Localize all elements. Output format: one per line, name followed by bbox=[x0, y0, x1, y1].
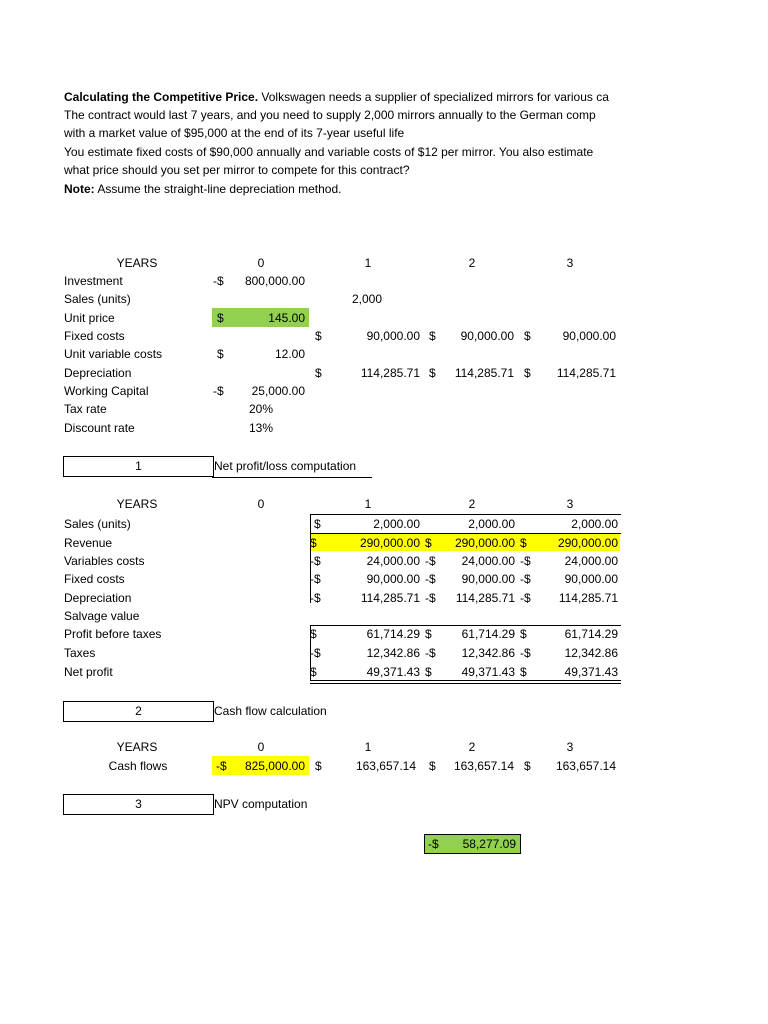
s1-row-currency: -$ bbox=[520, 646, 531, 660]
unit-price-label: Unit price bbox=[64, 311, 115, 325]
section-1-title: Net profit/loss computation bbox=[214, 459, 357, 473]
unit-var-label: Unit variable costs bbox=[64, 347, 163, 361]
depreciation-currency: $ bbox=[315, 366, 322, 380]
s1-row-value: 61,714.29 bbox=[461, 627, 515, 641]
fixed-costs-label: Fixed costs bbox=[64, 329, 125, 343]
s1-row-value: 12,342.86 bbox=[461, 646, 515, 660]
s1-row-value: 90,000.00 bbox=[461, 572, 515, 586]
problem-line-4: You estimate fixed costs of $90,000 annually and variable costs of $12 per mirror. You also estimate bbox=[64, 145, 594, 159]
s1-row-currency: $ bbox=[520, 536, 527, 550]
s1-row-currency: -$ bbox=[520, 554, 531, 568]
s2-year-1: 1 bbox=[364, 740, 372, 754]
section-2-number: 2 bbox=[135, 704, 142, 718]
s1-net-double-border-1 bbox=[310, 680, 621, 681]
depreciation-y1: 114,285.71 bbox=[360, 366, 420, 380]
cash-flow-currency: $ bbox=[429, 759, 436, 773]
s1-row-value: 90,000.00 bbox=[564, 572, 618, 586]
s1-row-value: 12,342.86 bbox=[366, 646, 420, 660]
section-1-number-box bbox=[63, 456, 214, 477]
s1-row-currency: -$ bbox=[310, 554, 321, 568]
section-2-title: Cash flow calculation bbox=[214, 704, 327, 718]
problem-note bbox=[64, 181, 341, 197]
problem-title: Calculating the Competitive Price. bbox=[64, 90, 259, 104]
tax-rate-value: 20% bbox=[249, 402, 274, 416]
inputs-year-0: 0 bbox=[257, 256, 265, 270]
fixed-costs-currency: $ bbox=[315, 329, 322, 343]
investment-value: 800,000.00 bbox=[244, 274, 305, 288]
s1-row-value: 290,000.00 bbox=[454, 536, 515, 550]
s1-row-currency: -$ bbox=[520, 572, 531, 586]
s1-row-currency: $ bbox=[310, 665, 317, 679]
s1-row-value: 12,342.86 bbox=[564, 646, 618, 660]
s1-row-currency: $ bbox=[425, 665, 432, 679]
section-1-number: 1 bbox=[135, 459, 142, 473]
s1-row-currency: $ bbox=[425, 536, 432, 550]
s1-row-value: 90,000.00 bbox=[366, 572, 420, 586]
s1-row-value: 114,285.71 bbox=[455, 591, 515, 605]
problem-line-5: what price should you set per mirror to compete for this contract? bbox=[64, 163, 410, 177]
s1-year-3: 3 bbox=[566, 497, 574, 511]
fixed-costs-currency: $ bbox=[524, 329, 531, 343]
problem-line-3: with a market value of $95,000 at the end of its 7-year useful life bbox=[64, 126, 405, 140]
problem-line-2: The contract would last 7 years, and you need to supply 2,000 mirrors annually to the German comp bbox=[64, 108, 596, 122]
investment-label: Investment bbox=[64, 274, 123, 288]
s2-years-label: YEARS bbox=[116, 740, 158, 754]
s1-sales-left-border bbox=[310, 514, 311, 533]
s1-row-currency: -$ bbox=[425, 572, 436, 586]
working-capital-label: Working Capital bbox=[64, 384, 149, 398]
unit-price-currency: $ bbox=[217, 311, 224, 325]
npv-value: 58,277.09 bbox=[462, 837, 516, 851]
s1-row-value: 2,000.00 bbox=[373, 517, 420, 531]
s1-row-currency: -$ bbox=[310, 591, 321, 605]
s1-row-currency: -$ bbox=[425, 554, 436, 568]
s1-row-label: Depreciation bbox=[64, 591, 132, 605]
sales-units-label: Sales (units) bbox=[64, 292, 131, 306]
note-text: Assume the straight-line depreciation method. bbox=[94, 182, 342, 196]
s2-year-3: 3 bbox=[566, 740, 574, 754]
depreciation-y3: 114,285.71 bbox=[556, 366, 616, 380]
cash-flow-1: 163,657.14 bbox=[355, 759, 416, 773]
s2-year-2: 2 bbox=[468, 740, 476, 754]
s1-row-value: 290,000.00 bbox=[557, 536, 618, 550]
investment-currency: -$ bbox=[213, 274, 224, 288]
s1-row-currency: -$ bbox=[520, 591, 531, 605]
s1-net-double-border-2 bbox=[310, 683, 621, 684]
s1-year-0: 0 bbox=[257, 497, 265, 511]
cash-flow-currency: $ bbox=[315, 759, 322, 773]
s1-year-2: 2 bbox=[468, 497, 476, 511]
cash-flow-3: 163,657.14 bbox=[555, 759, 616, 773]
inputs-years-label: YEARS bbox=[116, 256, 158, 270]
inputs-year-2: 2 bbox=[468, 256, 476, 270]
s1-row-value: 114,285.71 bbox=[558, 591, 618, 605]
fixed-costs-y2: 90,000.00 bbox=[460, 329, 514, 343]
s1-row-currency: $ bbox=[520, 627, 527, 641]
s1-row-currency: $ bbox=[425, 627, 432, 641]
cash-flows-label: Cash flows bbox=[108, 759, 168, 773]
s1-row-currency: -$ bbox=[310, 572, 321, 586]
s1-row-currency: $ bbox=[310, 627, 317, 641]
working-capital-value: 25,000.00 bbox=[251, 384, 305, 398]
tax-rate-label: Tax rate bbox=[64, 402, 107, 416]
s1-row-value: 61,714.29 bbox=[564, 627, 618, 641]
s1-row-value: 24,000.00 bbox=[366, 554, 420, 568]
discount-rate-label: Discount rate bbox=[64, 421, 135, 435]
section-3-number: 3 bbox=[135, 797, 142, 811]
s1-row-value: 290,000.00 bbox=[359, 536, 420, 550]
s1-row-currency: -$ bbox=[425, 591, 436, 605]
s1-row-label: Net profit bbox=[64, 665, 113, 679]
s1-row-value: 2,000.00 bbox=[571, 517, 618, 531]
s1-row-value: 24,000.00 bbox=[461, 554, 515, 568]
section-2-number-box bbox=[63, 701, 214, 722]
sales-units-value: 2,000 bbox=[352, 292, 383, 306]
s1-row-value: 49,371.43 bbox=[461, 665, 515, 679]
inputs-year-3: 3 bbox=[566, 256, 574, 270]
s1-row-label: Fixed costs bbox=[64, 572, 125, 586]
section-1-title-underline bbox=[212, 477, 372, 478]
cash-flow-0-currency: -$ bbox=[216, 759, 227, 773]
s1-row-value: 49,371.43 bbox=[564, 665, 618, 679]
problem-line-1 bbox=[64, 89, 630, 105]
working-capital-currency: -$ bbox=[213, 384, 224, 398]
depreciation-currency: $ bbox=[429, 366, 436, 380]
fixed-costs-y3: 90,000.00 bbox=[562, 329, 616, 343]
depreciation-currency: $ bbox=[524, 366, 531, 380]
fixed-costs-y1: 90,000.00 bbox=[366, 329, 420, 343]
cash-flow-0-value: 825,000.00 bbox=[244, 759, 305, 773]
s1-row-value: 61,714.29 bbox=[366, 627, 420, 641]
problem-text: Volkswagen needs a supplier of specialized mirrors for various ca bbox=[258, 90, 609, 104]
s1-row-label: Profit before taxes bbox=[64, 627, 162, 641]
s1-row-value: 24,000.00 bbox=[564, 554, 618, 568]
s1-year-1: 1 bbox=[364, 497, 372, 511]
s1-row-currency: $ bbox=[310, 536, 317, 550]
s1-row-currency: -$ bbox=[425, 646, 436, 660]
s1-row-label: Revenue bbox=[64, 536, 113, 550]
unit-var-currency: $ bbox=[217, 347, 224, 361]
unit-price-value: 145.00 bbox=[268, 311, 305, 325]
s1-row-value: 2,000.00 bbox=[468, 517, 515, 531]
npv-result-cell bbox=[424, 834, 521, 854]
npv-currency: -$ bbox=[428, 837, 439, 851]
section-3-number-box bbox=[63, 794, 214, 815]
s1-row-label: Sales (units) bbox=[64, 517, 131, 531]
s1-row-value: 114,285.71 bbox=[360, 591, 420, 605]
cash-flow-2: 163,657.14 bbox=[453, 759, 514, 773]
unit-var-value: 12.00 bbox=[274, 347, 305, 361]
s1-table-top-border bbox=[310, 514, 621, 515]
s2-year-0: 0 bbox=[257, 740, 265, 754]
cash-flow-currency: $ bbox=[524, 759, 531, 773]
depreciation-y2: 114,285.71 bbox=[454, 366, 514, 380]
s1-row-currency: $ bbox=[314, 517, 321, 531]
s1-row-currency: -$ bbox=[310, 646, 321, 660]
depreciation-label: Depreciation bbox=[64, 366, 132, 380]
fixed-costs-currency: $ bbox=[429, 329, 436, 343]
s1-row-label: Variables costs bbox=[64, 554, 145, 568]
section-3-title: NPV computation bbox=[214, 797, 308, 811]
note-label: Note: bbox=[64, 182, 95, 196]
s1-row-label: Taxes bbox=[64, 646, 96, 660]
s1-years-label: YEARS bbox=[116, 497, 158, 511]
s1-row-label: Salvage value bbox=[64, 609, 140, 623]
s1-row-currency: $ bbox=[520, 665, 527, 679]
discount-rate-value: 13% bbox=[249, 421, 274, 435]
inputs-year-1: 1 bbox=[364, 256, 372, 270]
s1-row-value: 49,371.43 bbox=[366, 665, 420, 679]
